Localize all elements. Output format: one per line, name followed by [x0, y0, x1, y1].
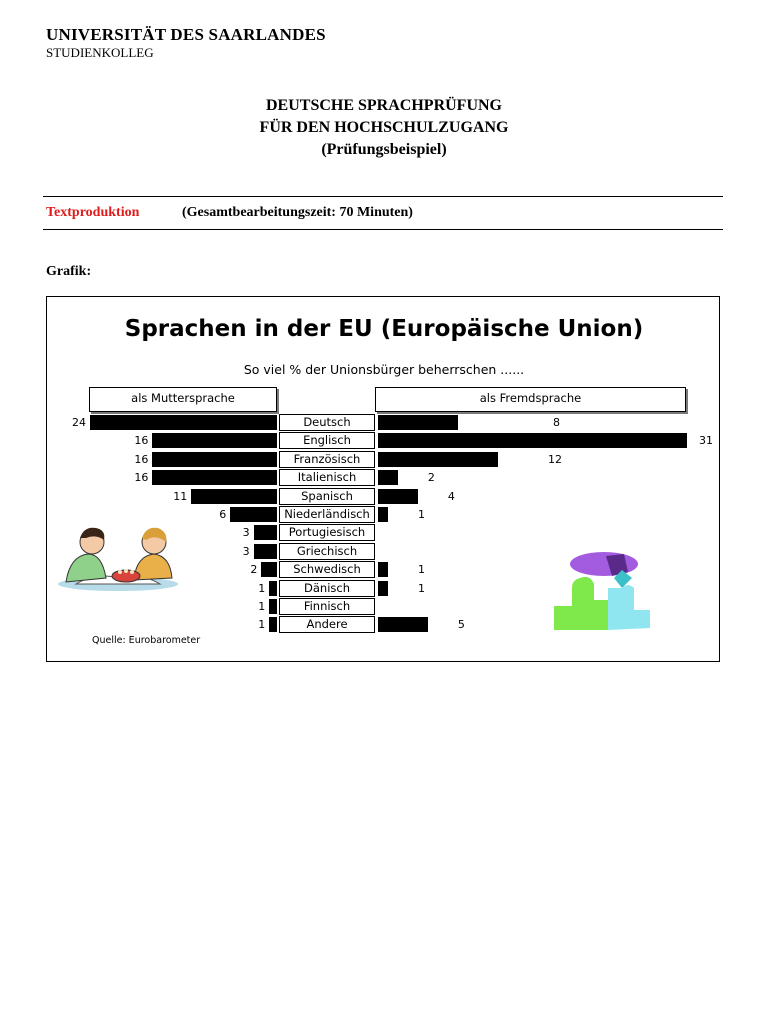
- bar-mother-tongue-3: [152, 470, 277, 485]
- bar-mother-tongue-0: [90, 415, 277, 430]
- value-mother-tongue-8: 2: [250, 563, 258, 577]
- bar-foreign-language-1: [378, 433, 687, 448]
- divider-top: [43, 196, 723, 197]
- value-mother-tongue-7: 3: [242, 544, 250, 558]
- category-label-5: Niederländisch: [279, 506, 375, 523]
- value-mother-tongue-3: 16: [134, 471, 149, 485]
- category-label-11: Andere: [279, 616, 375, 633]
- value-foreign-language-11: 5: [457, 618, 465, 632]
- category-label-8: Schwedisch: [279, 561, 375, 578]
- value-mother-tongue-9: 1: [258, 581, 266, 595]
- legend-mother-tongue: als Muttersprache: [89, 387, 277, 412]
- bar-mother-tongue-10: [269, 599, 277, 614]
- bar-mother-tongue-9: [269, 581, 277, 596]
- bar-foreign-language-2: [378, 452, 498, 467]
- value-foreign-language-1: 31: [699, 434, 713, 448]
- children-reading-icon: [56, 522, 181, 592]
- legend-foreign-language: als Fremdsprache: [375, 387, 686, 412]
- bar-foreign-language-0: [378, 415, 458, 430]
- bar-foreign-language-11: [378, 617, 428, 632]
- value-foreign-language-3: 2: [427, 471, 435, 485]
- bar-mother-tongue-8: [261, 562, 277, 577]
- bar-foreign-language-8: [378, 562, 388, 577]
- bar-mother-tongue-4: [191, 489, 277, 504]
- category-label-2: Französisch: [279, 451, 375, 468]
- bar-mother-tongue-7: [254, 544, 277, 559]
- bar-mother-tongue-2: [152, 452, 277, 467]
- chart-title: Sprachen in der EU (Europäische Union): [124, 316, 644, 342]
- exam-title: [0, 95, 768, 161]
- category-label-6: Portugiesisch: [279, 524, 375, 541]
- puzzle-people-icon: [550, 548, 654, 636]
- section-time: (Gesamtbearbeitungszeit: 70 Minuten): [182, 205, 413, 220]
- exam-title-line-2: FÜR DEN HOCHSCHULZUGANG: [259, 119, 509, 136]
- section-label: Textproduktion: [46, 205, 140, 220]
- chart-subtitle: So viel % der Unionsbürger beherrschen ......: [243, 362, 525, 377]
- chart-source: Quelle: Eurobarometer: [92, 635, 201, 646]
- department-name: STUDIENKOLLEG: [46, 45, 154, 60]
- category-label-7: Griechisch: [279, 543, 375, 560]
- bar-foreign-language-3: [378, 470, 398, 485]
- category-label-9: Dänisch: [279, 580, 375, 597]
- category-label-4: Spanisch: [279, 488, 375, 505]
- bar-mother-tongue-11: [269, 617, 277, 632]
- value-foreign-language-2: 12: [548, 452, 562, 466]
- bar-foreign-language-4: [378, 489, 418, 504]
- bar-mother-tongue-6: [254, 525, 277, 540]
- value-mother-tongue-1: 16: [134, 434, 149, 448]
- exam-title-line-3: (Prüfungsbeispiel): [321, 141, 447, 158]
- value-foreign-language-8: 1: [417, 563, 425, 577]
- category-label-3: Italienisch: [279, 469, 375, 486]
- category-label-0: Deutsch: [279, 414, 375, 431]
- category-label-1: Englisch: [279, 432, 375, 449]
- bar-foreign-language-9: [378, 581, 388, 596]
- bar-foreign-language-5: [378, 507, 388, 522]
- bar-mother-tongue-5: [230, 507, 277, 522]
- grafik-label: Grafik:: [46, 264, 92, 279]
- value-foreign-language-4: 4: [447, 489, 455, 503]
- exam-title-line-1: DEUTSCHE SPRACHPRÜFUNG: [265, 97, 502, 114]
- value-foreign-language-5: 1: [417, 508, 425, 521]
- university-name: UNIVERSITÄT DES SAARLANDES: [46, 25, 326, 44]
- value-mother-tongue-5: 6: [219, 508, 227, 521]
- value-mother-tongue-4: 11: [173, 489, 188, 503]
- value-mother-tongue-2: 16: [134, 452, 149, 466]
- divider-bottom: [43, 229, 723, 230]
- bar-mother-tongue-1: [152, 433, 277, 448]
- value-mother-tongue-6: 3: [242, 526, 250, 540]
- value-mother-tongue-10: 1: [258, 600, 266, 613]
- value-foreign-language-0: 8: [553, 416, 560, 429]
- value-foreign-language-9: 1: [417, 581, 425, 595]
- value-mother-tongue-0: 24: [72, 416, 86, 429]
- value-mother-tongue-11: 1: [258, 618, 266, 632]
- category-label-10: Finnisch: [279, 598, 375, 615]
